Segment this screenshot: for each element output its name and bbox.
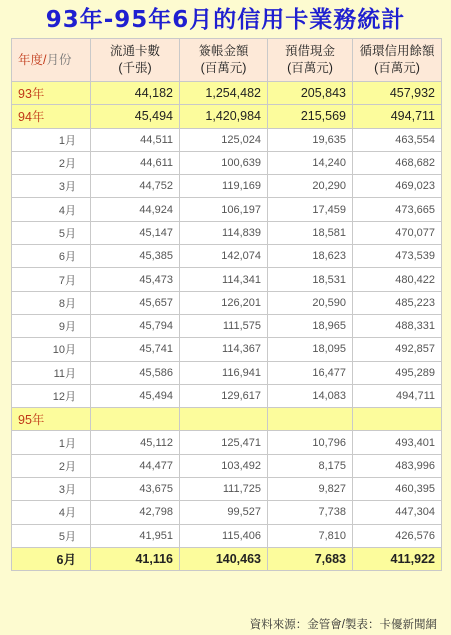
revolving-balance-cell: 485,223 (353, 291, 442, 314)
row-label: 12月 (12, 384, 91, 407)
table-row (12, 268, 442, 291)
row-label: 10月 (12, 338, 91, 361)
row-label: 2月 (12, 454, 91, 477)
cards-cell: 44,924 (91, 198, 180, 221)
revolving-balance-cell: 473,665 (353, 198, 442, 221)
table-row (12, 198, 442, 221)
cards-cell: 45,112 (91, 431, 180, 454)
revolving-balance-cell (353, 408, 442, 431)
row-label: 3月 (12, 478, 91, 501)
table-row (12, 245, 442, 268)
cash-advance-cell: 7,810 (268, 524, 353, 547)
revolving-balance-cell: 488,331 (353, 314, 442, 337)
table-row (12, 338, 442, 361)
revolving-balance-cell: 495,289 (353, 361, 442, 384)
table-row (12, 384, 442, 407)
revolving-balance-cell: 483,996 (353, 454, 442, 477)
revolving-balance-cell: 463,554 (353, 128, 442, 151)
cash-advance-cell: 14,240 (268, 151, 353, 174)
cards-cell: 45,494 (91, 384, 180, 407)
row-label: 5月 (12, 524, 91, 547)
revolving-balance-cell: 468,682 (353, 151, 442, 174)
header-year-month: 年度/月份 (12, 39, 91, 82)
row-label: 1月 (12, 431, 91, 454)
cash-advance-cell: 19,635 (268, 128, 353, 151)
table-row (12, 175, 442, 198)
cards-cell: 42,798 (91, 501, 180, 524)
signed-amount-cell: 125,024 (180, 128, 268, 151)
cards-cell: 44,182 (91, 82, 180, 105)
cash-advance-cell: 18,531 (268, 268, 353, 291)
table-row (12, 151, 442, 174)
row-label: 4月 (12, 501, 91, 524)
cash-advance-cell: 18,623 (268, 245, 353, 268)
signed-amount-cell: 114,367 (180, 338, 268, 361)
cards-cell (91, 408, 180, 431)
revolving-balance-cell: 494,711 (353, 384, 442, 407)
row-label: 93年 (12, 82, 91, 105)
signed-amount-cell: 111,725 (180, 478, 268, 501)
cards-cell: 44,477 (91, 454, 180, 477)
row-label: 8月 (12, 291, 91, 314)
stats-table (11, 38, 442, 571)
revolving-balance-cell: 457,932 (353, 82, 442, 105)
cash-advance-cell: 14,083 (268, 384, 353, 407)
cards-cell: 45,794 (91, 314, 180, 337)
cards-cell: 45,741 (91, 338, 180, 361)
cash-advance-cell: 18,095 (268, 338, 353, 361)
cards-cell: 45,657 (91, 291, 180, 314)
signed-amount-cell: 99,527 (180, 501, 268, 524)
row-label: 2月 (12, 151, 91, 174)
row-label: 3月 (12, 175, 91, 198)
table-row (12, 291, 442, 314)
cards-cell: 44,511 (91, 128, 180, 151)
row-label: 6月 (12, 547, 91, 570)
row-label: 6月 (12, 245, 91, 268)
table-row (12, 408, 442, 431)
signed-amount-cell: 115,406 (180, 524, 268, 547)
signed-amount-cell: 142,074 (180, 245, 268, 268)
signed-amount-cell: 100,639 (180, 151, 268, 174)
cash-advance-cell: 215,569 (268, 105, 353, 128)
revolving-balance-cell: 460,395 (353, 478, 442, 501)
row-label: 5月 (12, 221, 91, 244)
cards-cell: 45,494 (91, 105, 180, 128)
cards-cell: 44,752 (91, 175, 180, 198)
revolving-balance-cell: 411,922 (353, 547, 442, 570)
revolving-balance-cell: 426,576 (353, 524, 442, 547)
signed-amount-cell: 1,254,482 (180, 82, 268, 105)
cash-advance-cell: 16,477 (268, 361, 353, 384)
cash-advance-cell: 9,827 (268, 478, 353, 501)
cash-advance-cell: 10,796 (268, 431, 353, 454)
cash-advance-cell: 20,590 (268, 291, 353, 314)
signed-amount-cell: 116,941 (180, 361, 268, 384)
table-row (12, 361, 442, 384)
cash-advance-cell: 18,581 (268, 221, 353, 244)
cards-cell: 45,473 (91, 268, 180, 291)
header-cash-advance: 預借現金 (百萬元) (268, 39, 353, 82)
page-title: 93年-95年6月的信用卡業務統計 (45, 7, 406, 33)
revolving-balance-cell: 493,401 (353, 431, 442, 454)
signed-amount-cell: 114,341 (180, 268, 268, 291)
signed-amount-cell: 126,201 (180, 291, 268, 314)
cash-advance-cell: 7,738 (268, 501, 353, 524)
signed-amount-cell: 125,471 (180, 431, 268, 454)
cards-cell: 45,586 (91, 361, 180, 384)
revolving-balance-cell: 469,023 (353, 175, 442, 198)
cards-cell: 41,116 (91, 547, 180, 570)
cards-cell: 45,385 (91, 245, 180, 268)
table-row (12, 82, 442, 105)
signed-amount-cell: 114,839 (180, 221, 268, 244)
table-row (12, 547, 442, 570)
row-label: 9月 (12, 314, 91, 337)
revolving-balance-cell: 473,539 (353, 245, 442, 268)
revolving-balance-cell: 447,304 (353, 501, 442, 524)
table-row (12, 524, 442, 547)
table-row (12, 501, 442, 524)
row-label: 7月 (12, 268, 91, 291)
cash-advance-cell: 20,290 (268, 175, 353, 198)
row-label: 95年 (12, 408, 91, 431)
table-row (12, 478, 442, 501)
cash-advance-cell (268, 408, 353, 431)
header-revolving-balance: 循環信用餘額 (百萬元) (353, 39, 442, 82)
header-cards-in-circulation: 流通卡數 (千張) (91, 39, 180, 82)
cards-cell: 45,147 (91, 221, 180, 244)
header-signed-amount: 簽帳金額 (百萬元) (180, 39, 268, 82)
revolving-balance-cell: 470,077 (353, 221, 442, 244)
table-row (12, 128, 442, 151)
revolving-balance-cell: 480,422 (353, 268, 442, 291)
row-label: 11月 (12, 361, 91, 384)
signed-amount-cell: 140,463 (180, 547, 268, 570)
cash-advance-cell: 8,175 (268, 454, 353, 477)
signed-amount-cell (180, 408, 268, 431)
signed-amount-cell: 129,617 (180, 384, 268, 407)
table-header-row (12, 39, 442, 82)
source-footer: 資料來源：金管會/製表：卡優新聞網 (249, 619, 437, 631)
cash-advance-cell: 205,843 (268, 82, 353, 105)
table-row (12, 314, 442, 337)
cash-advance-cell: 17,459 (268, 198, 353, 221)
signed-amount-cell: 119,169 (180, 175, 268, 198)
row-label: 1月 (12, 128, 91, 151)
row-label: 4月 (12, 198, 91, 221)
table-row (12, 105, 442, 128)
signed-amount-cell: 1,420,984 (180, 105, 268, 128)
revolving-balance-cell: 492,857 (353, 338, 442, 361)
table-row (12, 431, 442, 454)
row-label: 94年 (12, 105, 91, 128)
cards-cell: 44,611 (91, 151, 180, 174)
table-row (12, 454, 442, 477)
cards-cell: 43,675 (91, 478, 180, 501)
signed-amount-cell: 111,575 (180, 314, 268, 337)
cash-advance-cell: 7,683 (268, 547, 353, 570)
signed-amount-cell: 106,197 (180, 198, 268, 221)
cards-cell: 41,951 (91, 524, 180, 547)
signed-amount-cell: 103,492 (180, 454, 268, 477)
table-row (12, 221, 442, 244)
revolving-balance-cell: 494,711 (353, 105, 442, 128)
cash-advance-cell: 18,965 (268, 314, 353, 337)
